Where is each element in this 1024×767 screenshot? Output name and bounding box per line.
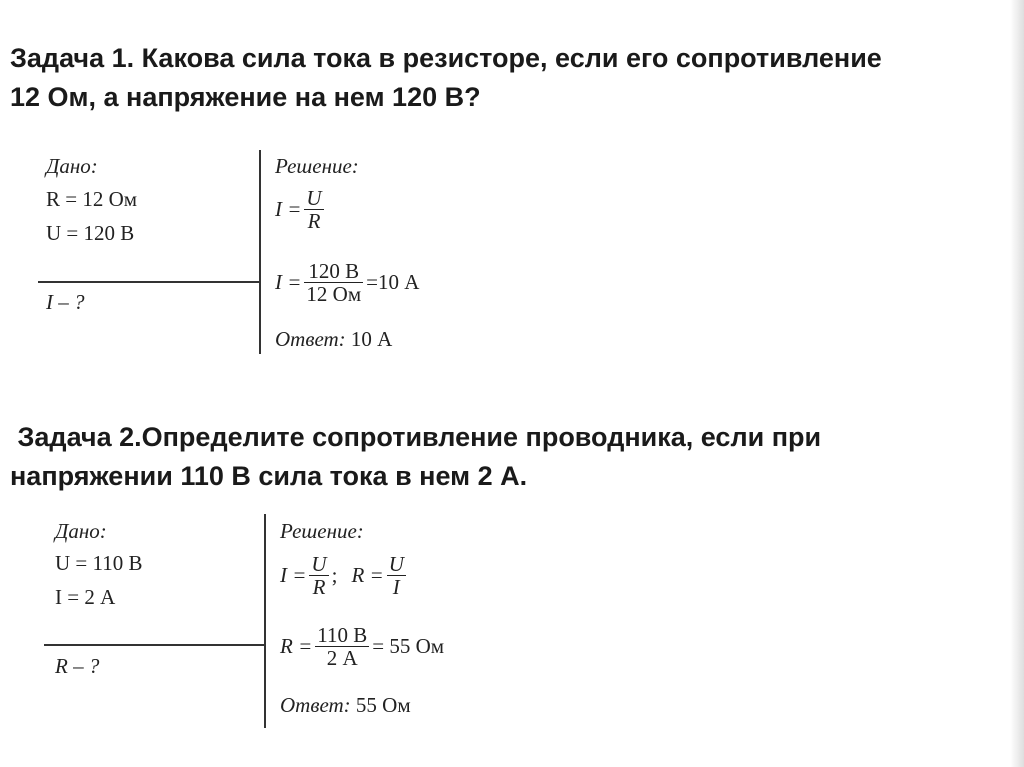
- task1-divider-horizontal: [38, 281, 260, 283]
- task1-formula-calc: [275, 260, 419, 305]
- task2-f1-lhs: I =: [280, 563, 307, 587]
- task2-solution-label: Решение:: [280, 519, 364, 543]
- task1-f2-numerator: 120 В: [304, 260, 363, 283]
- task2-f1b-fraction: [387, 553, 406, 598]
- task1-f2-denominator: 12 Ом: [306, 282, 362, 306]
- task2-divider-horizontal: [44, 644, 266, 646]
- task1-answer: [275, 327, 392, 352]
- task2-answer-label: Ответ:: [280, 693, 351, 717]
- task1-find-i: I – ?: [46, 290, 85, 314]
- task2-f2-lhs: R =: [280, 634, 313, 658]
- task2-answer: [280, 693, 411, 718]
- task2-answer-value: 55 Ом: [355, 693, 411, 717]
- task1-f2-lhs: I =: [275, 270, 302, 294]
- task1-f1-numerator: U: [306, 186, 322, 210]
- task2-f2-result: = 55 Ом: [372, 634, 445, 658]
- task1-heading-line1: Задача 1. Какова сила тока в резисторе, если его сопротивление: [10, 43, 882, 73]
- task1-given-label: Дано:: [46, 154, 98, 178]
- task1-f1-fraction: [304, 187, 323, 232]
- task1-heading-line2: 12 Ом, а напряжение на нем 120 В?: [10, 82, 481, 112]
- task2-formula-calc: [280, 624, 444, 669]
- task1-heading: [10, 39, 882, 117]
- task1-divider-vertical: [259, 150, 261, 354]
- task1-solution-label: Решение:: [275, 154, 359, 178]
- task2-divider-vertical: [264, 514, 266, 728]
- task1-f1-lhs: I =: [275, 197, 302, 221]
- task1-formula-ohm: [275, 187, 327, 232]
- page-edge-shadow: [1010, 0, 1024, 767]
- task2-heading-line2: напряжении 110 В сила тока в нем 2 А.: [10, 461, 528, 491]
- task2-f2-numerator: 110 В: [317, 623, 368, 647]
- task2-given-i: I = 2 А: [55, 585, 116, 609]
- task2-f2-fraction: [315, 624, 369, 669]
- task2-given-u: U = 110 В: [55, 551, 143, 575]
- task2-f1-separator: ;: [331, 563, 338, 587]
- task2-heading: [10, 418, 821, 496]
- task2-f1b-numerator: U: [388, 552, 404, 576]
- task2-given-label: Дано:: [55, 519, 107, 543]
- task2-f1b-lhs: R =: [351, 563, 384, 587]
- task2-f1-numerator: U: [311, 552, 327, 576]
- task1-answer-value: 10 А: [350, 327, 393, 351]
- task2-find-r: R – ?: [55, 654, 100, 678]
- task1-given-u: U = 120 В: [46, 221, 135, 245]
- task2-f1-fraction: [309, 553, 328, 598]
- task1-answer-label: Ответ:: [275, 327, 346, 351]
- task2-formula-ohm: [280, 553, 409, 598]
- task2-f1-denominator: R: [312, 575, 326, 599]
- task1-f2-result: =10 А: [366, 270, 420, 294]
- task1-f2-fraction: [304, 260, 363, 305]
- task1-f1-denominator: R: [307, 209, 321, 233]
- task2-heading-line1: Задача 2.Определите сопротивление проводника, если при: [10, 422, 822, 452]
- task2-f1b-denominator: I: [392, 575, 400, 599]
- task1-given-r: R = 12 Ом: [46, 187, 138, 211]
- task2-f2-denominator: 2 А: [326, 646, 358, 670]
